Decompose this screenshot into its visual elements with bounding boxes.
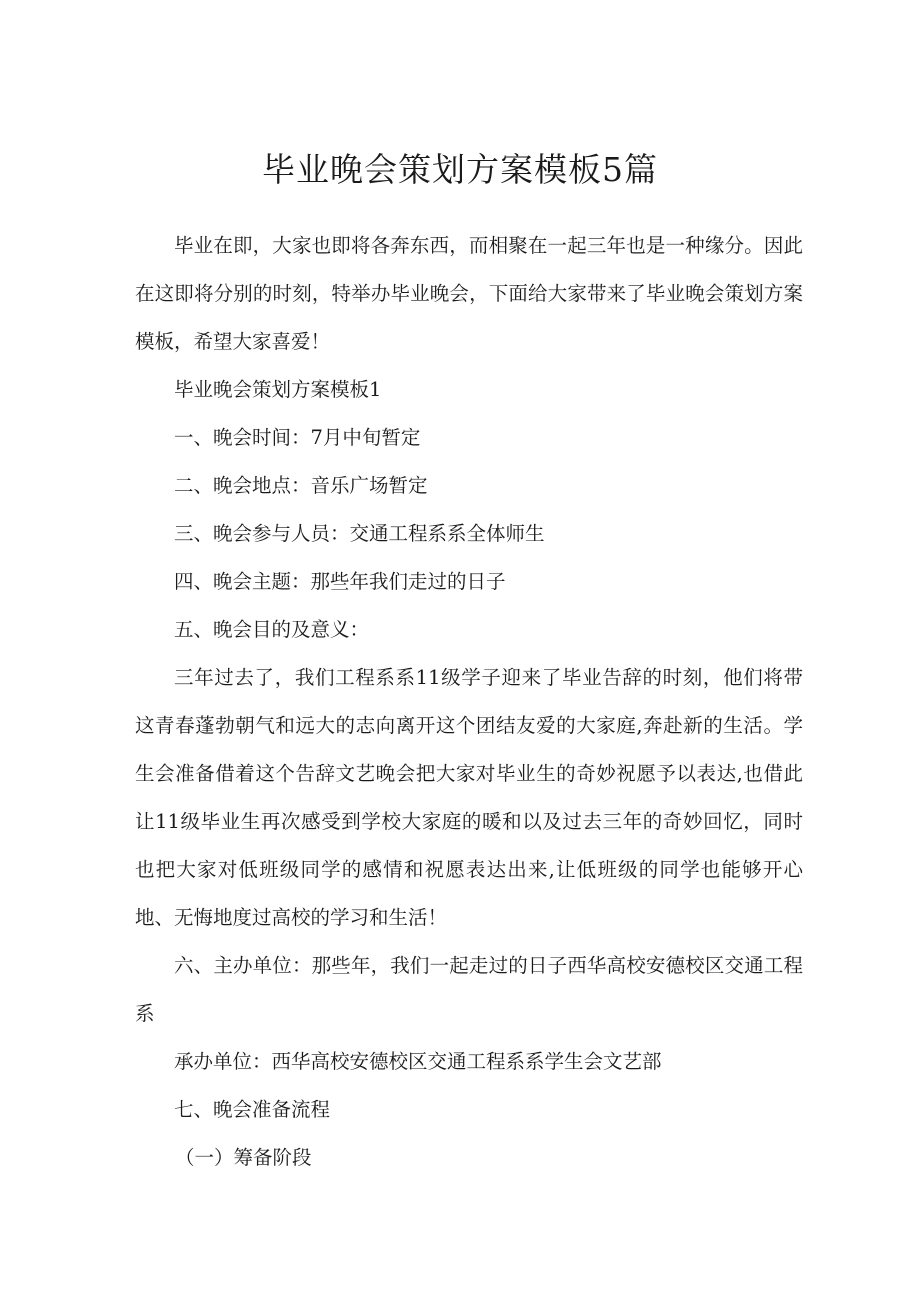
section-heading-template-1: 毕业晚会策划方案模板1: [174, 378, 382, 401]
item-process-heading: 七、晚会准备流程: [174, 1098, 331, 1121]
item-co-organizer: 承办单位：西华高校安德校区交通工程系系学生会文艺部: [174, 1050, 662, 1073]
page-title: 毕业晚会策划方案模板5篇: [262, 150, 658, 189]
item-participants: 三、晚会参与人员：交通工程系系全体师生: [174, 522, 545, 545]
item-time: 一、晚会时间：7月中旬暂定: [174, 426, 421, 449]
item-theme: 四、晚会主题：那些年我们走过的日子: [174, 570, 506, 593]
document-body: [135, 222, 803, 1182]
intro-paragraph: 毕业在即，大家也即将各奔东西，而相聚在一起三年也是一种缘分。因此在这即将分别的时刻，特举办毕业晚会，下面给大家带来了毕业晚会策划方案模板，希望大家喜爱！: [135, 234, 803, 353]
item-purpose-heading: 五、晚会目的及意义：: [174, 618, 370, 641]
item-preparation-stage: （一）筹备阶段: [174, 1146, 312, 1169]
item-location: 二、晚会地点：音乐广场暂定: [174, 474, 428, 497]
purpose-paragraph: 三年过去了，我们工程系系11级学子迎来了毕业告辞的时刻，他们将带这青春蓬勃朝气和远大的志向离开这个团结友爱的大家庭,奔赴新的生活。学生会准备借着这个告辞文艺晚会把大家对毕业生的奇妙祝愿予以表达,也借此让11级毕业生再次感受到学校大家庭的暖和以及过去三年的奇妙回忆，同时也把大家对低班级同学的感情和祝愿表达出来,让低班级的同学也能够开心地、无悔地度过高校的学习和生活！: [135, 666, 803, 929]
item-organizer: 六、主办单位：那些年，我们一起走过的日子西华高校安德校区交通工程系: [135, 954, 803, 1025]
